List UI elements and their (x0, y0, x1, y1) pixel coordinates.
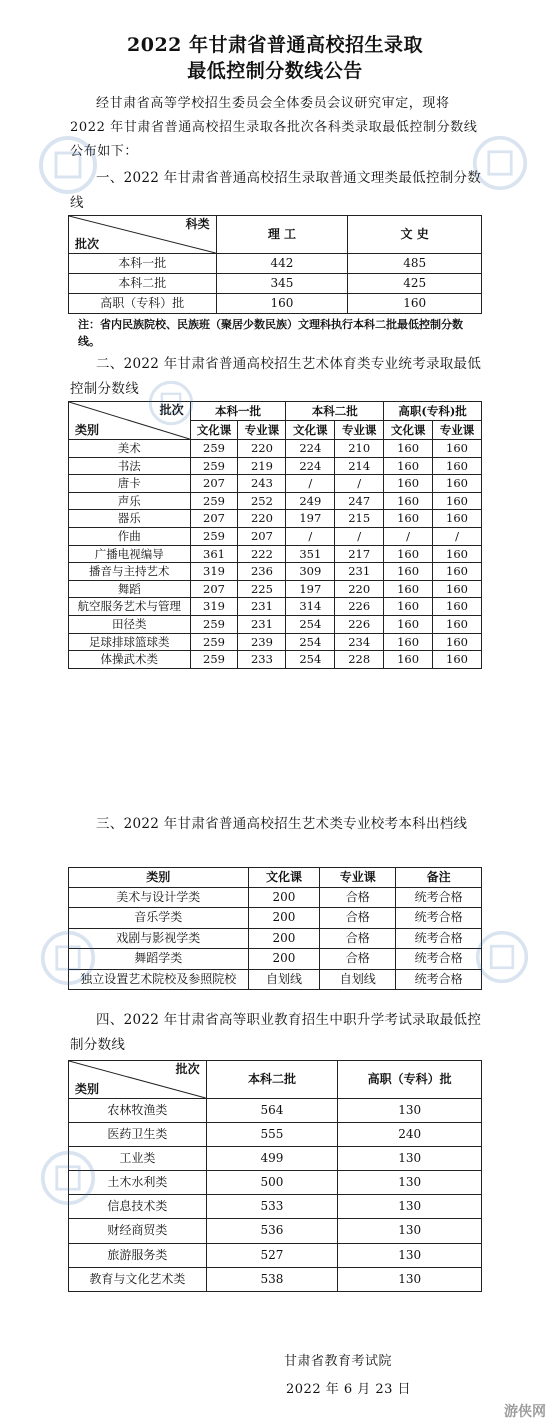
table-cell: 220 (335, 580, 384, 598)
table-cell: 234 (335, 633, 384, 651)
row-label: 本科二批 (69, 274, 217, 294)
corner-label-top: 批次 (159, 403, 184, 417)
table-cell: 527 (206, 1243, 338, 1267)
table-cell: 197 (286, 580, 335, 598)
table-cell: 合格 (320, 908, 396, 928)
table-cell: 统考合格 (396, 888, 482, 908)
table-cell: 160 (384, 563, 433, 581)
table-cell: 160 (384, 440, 433, 458)
watermark-seal-icon (475, 930, 529, 984)
table-cell: 160 (433, 545, 482, 563)
table-corner-cell (69, 402, 191, 440)
table-cell: 统考合格 (396, 969, 482, 989)
table-cell: 自划线 (320, 969, 396, 989)
table-row (69, 294, 482, 314)
table-cell: 231 (335, 563, 384, 581)
table-row (69, 1099, 482, 1123)
column-header: 备注 (396, 868, 482, 888)
table-cell: 259 (190, 457, 238, 475)
row-label: 信息技术类 (69, 1195, 207, 1219)
table-cell: 243 (238, 475, 286, 493)
table-corner-cell (69, 1061, 207, 1099)
subcolumn-header: 文化课 (286, 421, 335, 440)
section3-heading: 三、2022 年甘肃省普通高校招生艺术类专业校考本科出档线 (96, 816, 468, 832)
table-cell: 160 (433, 615, 482, 633)
table-cell: 249 (286, 492, 335, 510)
table-cell: 259 (190, 440, 238, 458)
table-row (69, 1123, 482, 1147)
table-cell: 130 (338, 1147, 482, 1171)
column-header: 高职（专科）批 (338, 1061, 482, 1099)
table-cell: 合格 (320, 949, 396, 969)
signature-date: 2022 年 6 月 23 日 (286, 1382, 412, 1397)
table-cell: 220 (238, 440, 286, 458)
table-cell: 224 (286, 440, 335, 458)
table-cell: 425 (348, 274, 482, 294)
table-cell: 259 (190, 633, 238, 651)
table-cell: 239 (238, 633, 286, 651)
row-label: 医药卫生类 (69, 1123, 207, 1147)
table-cell: 259 (190, 651, 238, 669)
table-cell: 536 (206, 1219, 338, 1243)
corner-logo: 游侠网 (504, 1404, 546, 1420)
corner-label-bottom: 类别 (75, 1081, 100, 1096)
table-cell: 207 (190, 475, 238, 493)
table-cell: 214 (335, 457, 384, 475)
row-label: 田径类 (69, 615, 191, 633)
table-row (69, 1171, 482, 1195)
row-label: 旅游服务类 (69, 1243, 207, 1267)
table-cell: 200 (248, 949, 320, 969)
table-cell: / (433, 527, 482, 545)
table-cell: 130 (338, 1219, 482, 1243)
table-cell: 442 (216, 254, 348, 274)
table-cell: / (335, 475, 384, 493)
table-cell: 160 (433, 457, 482, 475)
table-cell: 231 (238, 615, 286, 633)
table-cell: / (286, 527, 335, 545)
table-cell: 254 (286, 651, 335, 669)
table-cell: 259 (190, 527, 238, 545)
table-cell: 200 (248, 908, 320, 928)
table-row (69, 440, 482, 458)
table-cell: 207 (190, 580, 238, 598)
table-cell: 226 (335, 598, 384, 616)
row-label: 体操武术类 (69, 651, 191, 669)
section1-note: 注：省内民族院校、民族班（聚居少数民族）文理科执行本科二批最低控制分数线。 (78, 318, 463, 348)
signature-org: 甘肃省教育考试院 (284, 1354, 393, 1369)
group-header: 高职(专科)批 (384, 402, 482, 421)
table-cell: 160 (216, 294, 348, 314)
table-row (69, 928, 482, 948)
corner-label-top: 科类 (185, 217, 210, 231)
table-cell: 226 (335, 615, 384, 633)
row-label: 美术与设计学类 (69, 888, 249, 908)
row-label: 戏剧与影视学类 (69, 928, 249, 948)
table-cell: 160 (433, 510, 482, 528)
group-header: 本科二批 (286, 402, 384, 421)
table-cell: 160 (384, 492, 433, 510)
corner-label-top: 批次 (175, 1062, 200, 1076)
table-row (69, 949, 482, 969)
table-cell: 319 (190, 598, 238, 616)
table-cell: 254 (286, 615, 335, 633)
row-label: 教育与文化艺术类 (69, 1267, 207, 1291)
subcolumn-header: 文化课 (190, 421, 238, 440)
table-cell: 160 (433, 580, 482, 598)
table-cell: 160 (433, 475, 482, 493)
table-cell: 254 (286, 633, 335, 651)
table-row (69, 1147, 482, 1171)
table-cell: 217 (335, 545, 384, 563)
table-cell: 合格 (320, 928, 396, 948)
table-cell: 160 (433, 563, 482, 581)
row-label: 财经商贸类 (69, 1219, 207, 1243)
section1-heading: 一、2022 年甘肃省普通高校招生录取普通文理类最低控制分数线 (70, 170, 482, 211)
section4-heading: 四、2022 年甘肃省高等职业教育招生中职升学考试录取最低控制分数线 (70, 1012, 482, 1053)
table-cell: 215 (335, 510, 384, 528)
table-row (69, 598, 482, 616)
table-row (69, 1243, 482, 1267)
row-label: 高职（专科）批 (69, 294, 217, 314)
table-cell: 160 (433, 598, 482, 616)
row-label: 作曲 (69, 527, 191, 545)
table-row (69, 888, 482, 908)
section3-table (68, 867, 482, 990)
table-cell: 自划线 (248, 969, 320, 989)
row-label: 广播电视编导 (69, 545, 191, 563)
corner-label-bottom: 类别 (75, 422, 100, 437)
table-cell: 236 (238, 563, 286, 581)
table-cell: 259 (190, 615, 238, 633)
row-label: 足球排球篮球类 (69, 633, 191, 651)
row-label: 书法 (69, 457, 191, 475)
table-cell: 228 (335, 651, 384, 669)
table-row (69, 615, 482, 633)
intro-paragraph: 经甘肃省高等学校招生委员会全体委员会议研究审定，现将 2022 年甘肃省普通高校招生录取各批次各科类录取最低控制分数线公布如下： (70, 96, 478, 159)
table-cell: 220 (238, 510, 286, 528)
table-cell: 160 (348, 294, 482, 314)
table-row (69, 908, 482, 928)
column-header: 本科二批 (206, 1061, 338, 1099)
table-cell: 160 (433, 492, 482, 510)
table-row (69, 1219, 482, 1243)
table-cell: 130 (338, 1267, 482, 1291)
table-cell: 225 (238, 580, 286, 598)
row-label: 声乐 (69, 492, 191, 510)
table-cell: 207 (238, 527, 286, 545)
row-label: 工业类 (69, 1147, 207, 1171)
page-title: 2022 年甘肃省普通高校招生录取 (127, 34, 423, 56)
section2-table (68, 401, 482, 669)
table-cell: 160 (384, 475, 433, 493)
table-cell: 160 (384, 598, 433, 616)
subcolumn-header: 文化课 (384, 421, 433, 440)
subcolumn-header: 专业课 (335, 421, 384, 440)
table-cell: 200 (248, 928, 320, 948)
subcolumn-header: 专业课 (433, 421, 482, 440)
table-cell: 130 (338, 1243, 482, 1267)
table-corner-cell (69, 216, 217, 254)
table-cell: 231 (238, 598, 286, 616)
table-cell: 160 (433, 440, 482, 458)
table-cell: 240 (338, 1123, 482, 1147)
table-row (69, 1195, 482, 1219)
table-cell: 500 (206, 1171, 338, 1195)
row-label: 土木水利类 (69, 1171, 207, 1195)
table-cell: 499 (206, 1147, 338, 1171)
row-label: 播音与主持艺术 (69, 563, 191, 581)
table-cell: 200 (248, 888, 320, 908)
table-row (69, 580, 482, 598)
page-subtitle: 最低控制分数线公告 (187, 60, 363, 82)
group-header: 本科一批 (190, 402, 286, 421)
table-cell: 207 (190, 510, 238, 528)
section2-heading: 二、2022 年甘肃省普通高校招生艺术体育类专业统考录取最低控制分数线 (70, 356, 482, 397)
table-cell: 130 (338, 1171, 482, 1195)
table-cell: 130 (338, 1099, 482, 1123)
table-row (69, 527, 482, 545)
table-cell: 130 (338, 1195, 482, 1219)
table-cell: 233 (238, 651, 286, 669)
table-cell: 222 (238, 545, 286, 563)
table-cell: 160 (433, 651, 482, 669)
table-cell: 361 (190, 545, 238, 563)
table-row (69, 651, 482, 669)
table-cell: 314 (286, 598, 335, 616)
table-cell: 197 (286, 510, 335, 528)
row-label: 本科一批 (69, 254, 217, 274)
column-header: 文 史 (348, 216, 482, 254)
table-cell: 252 (238, 492, 286, 510)
table-cell: 533 (206, 1195, 338, 1219)
column-header: 专业课 (320, 868, 396, 888)
table-row (69, 1267, 482, 1291)
row-label: 独立设置艺术院校及参照院校 (69, 969, 249, 989)
column-header: 文化课 (248, 868, 320, 888)
section1-table (68, 215, 482, 314)
table-row (69, 475, 482, 493)
table-cell: 160 (384, 580, 433, 598)
table-row (69, 457, 482, 475)
column-header: 理 工 (216, 216, 348, 254)
table-row (69, 274, 482, 294)
table-cell: / (286, 475, 335, 493)
table-cell: 538 (206, 1267, 338, 1291)
table-row (69, 969, 482, 989)
row-label: 器乐 (69, 510, 191, 528)
table-cell: 247 (335, 492, 384, 510)
table-row (69, 254, 482, 274)
table-row (69, 510, 482, 528)
table-row (69, 633, 482, 651)
row-label: 航空服务艺术与管理 (69, 598, 191, 616)
section4-table (68, 1060, 482, 1292)
table-cell: / (335, 527, 384, 545)
table-cell: 合格 (320, 888, 396, 908)
table-cell: 160 (384, 615, 433, 633)
table-row (69, 492, 482, 510)
table-cell: 485 (348, 254, 482, 274)
table-cell: / (384, 527, 433, 545)
table-cell: 259 (190, 492, 238, 510)
table-cell: 351 (286, 545, 335, 563)
table-row (69, 563, 482, 581)
table-cell: 160 (384, 457, 433, 475)
table-cell: 统考合格 (396, 908, 482, 928)
table-cell: 160 (433, 633, 482, 651)
table-cell: 160 (384, 633, 433, 651)
table-row (69, 545, 482, 563)
table-cell: 224 (286, 457, 335, 475)
table-cell: 555 (206, 1123, 338, 1147)
table-cell: 319 (190, 563, 238, 581)
corner-label-bottom: 批次 (75, 236, 100, 251)
row-label: 农林牧渔类 (69, 1099, 207, 1123)
table-cell: 160 (384, 510, 433, 528)
table-cell: 345 (216, 274, 348, 294)
row-label: 舞蹈 (69, 580, 191, 598)
row-label: 美术 (69, 440, 191, 458)
column-header: 类别 (69, 868, 249, 888)
row-label: 唐卡 (69, 475, 191, 493)
table-cell: 219 (238, 457, 286, 475)
row-label: 音乐学类 (69, 908, 249, 928)
table-cell: 160 (384, 545, 433, 563)
row-label: 舞蹈学类 (69, 949, 249, 969)
subcolumn-header: 专业课 (238, 421, 286, 440)
table-cell: 统考合格 (396, 928, 482, 948)
table-cell: 564 (206, 1099, 338, 1123)
table-cell: 160 (384, 651, 433, 669)
table-cell: 210 (335, 440, 384, 458)
table-cell: 统考合格 (396, 949, 482, 969)
table-cell: 309 (286, 563, 335, 581)
